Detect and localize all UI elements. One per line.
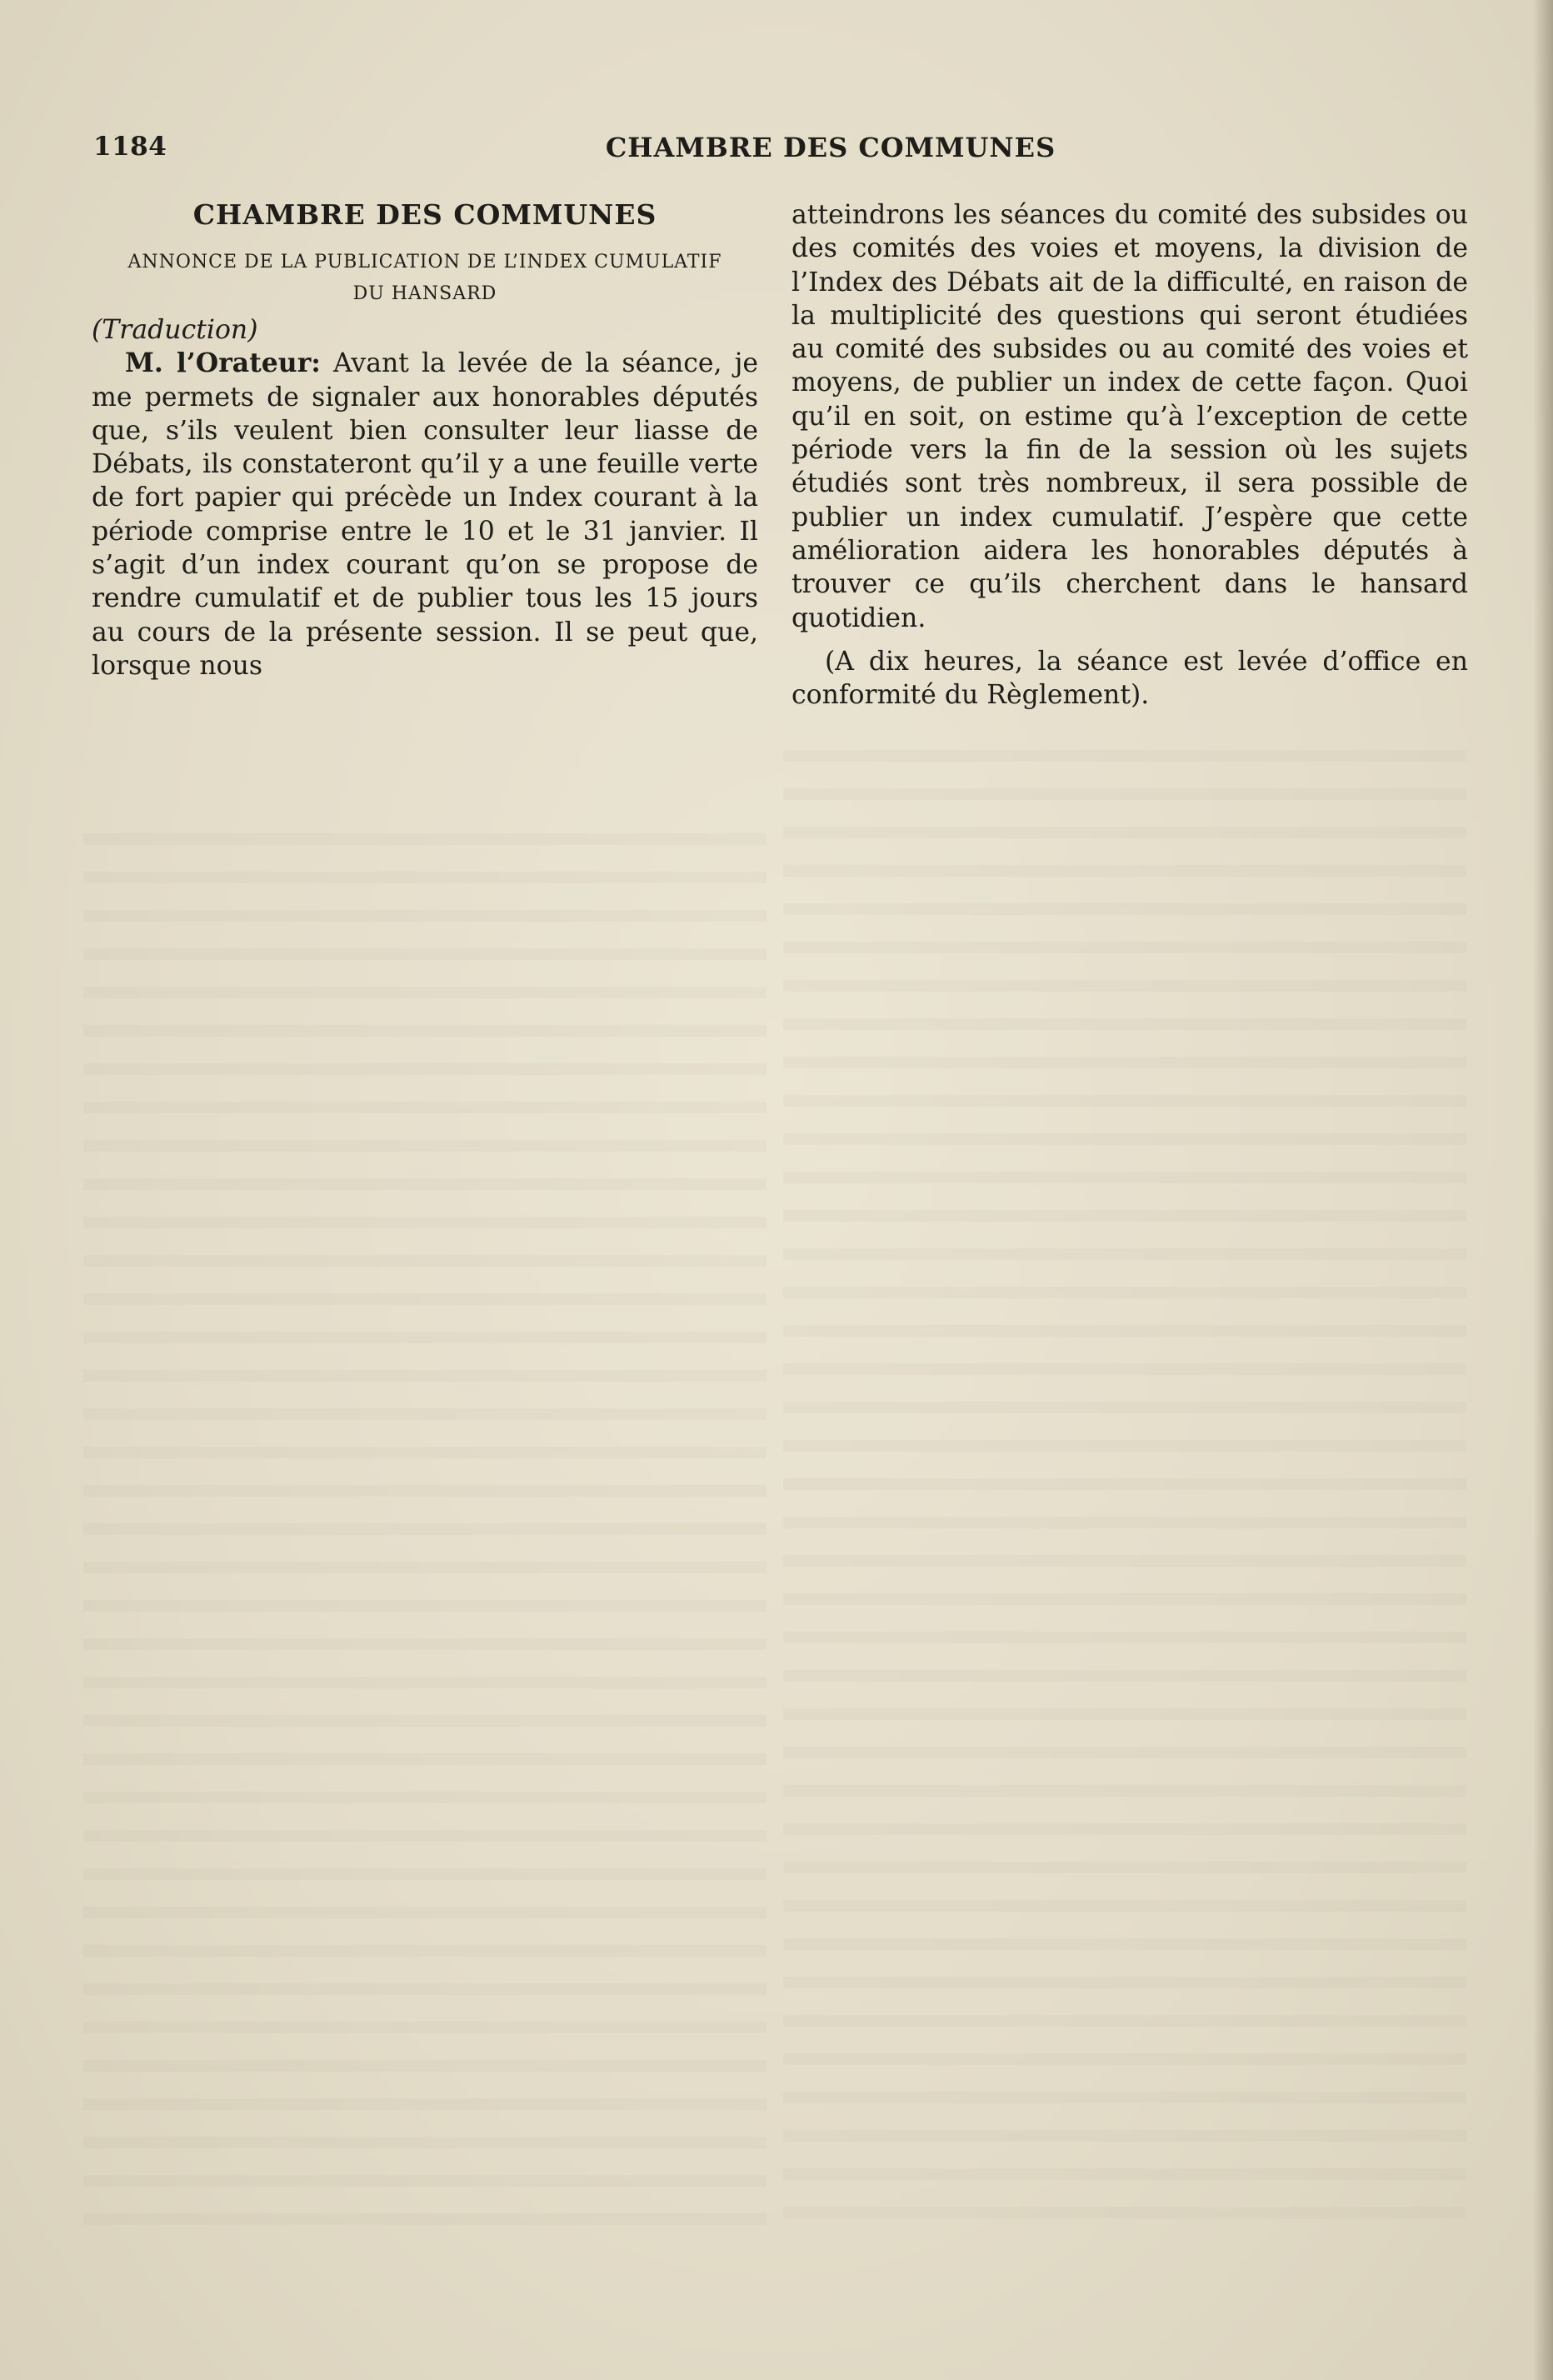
closing-paragraph: (A dix heures, la séance est levée d’office en conformité du Règlement).	[791, 646, 1468, 711]
translation-note: (Traduction)	[92, 315, 258, 345]
section-title: CHAMBRE DES COMMUNES	[192, 198, 657, 231]
show-through-right	[783, 750, 1466, 2233]
right-column	[791, 198, 1468, 712]
speech-paragraph-start	[92, 347, 758, 682]
running-head	[93, 132, 1468, 170]
page-edge-shadow	[1533, 0, 1553, 2380]
show-through-left	[83, 833, 767, 2233]
running-title: CHAMBRE DES COMMUNES	[605, 132, 1056, 163]
left-column	[92, 198, 758, 682]
speech-paragraph-continued	[791, 198, 1468, 635]
section-subtitle: ANNONCE DE LA PUBLICATION DE L’INDEX CUMULATIF DU HANSARD	[127, 252, 722, 304]
speech-text-right: atteindrons les séances du comité des subsides ou des comités des voies et moyens, la division de l’Index des Débats ait de la difficulté, en raison de la multiplicité des questions qui seront étudiées au comité des subsides ou au comité des voies et moyens, de publier un index de cette façon. Quoi qu’il en soit, on estime qu’à l’exception de cette période vers la fin de la session où les sujets étudiés sont très nombreux, il sera possible de publier un index cumulatif. J’espère que cette amélioration aidera les honorables députés à trouver ce qu’ils cherchent dans le hansard quotidien.	[791, 200, 1468, 633]
speech-text-left: Avant la levée de la séance, je me permets de signaler aux honorables députés que, s’ils veulent bien consulter leur liasse de Débats, ils constateront qu’il y a une feuille verte de fort papier qui précède un Index courant à la période comprise entre le 10 et le 31 janvier. Il s’agit d’un index courant qu’on se propose de rendre cumulatif et de publier tous les 15 jours au cours de la présente session. Il se peut que, lorsque nous	[92, 348, 758, 681]
page-number: 1184	[93, 132, 167, 162]
speaker-name: M. l’Orateur:	[125, 348, 321, 379]
